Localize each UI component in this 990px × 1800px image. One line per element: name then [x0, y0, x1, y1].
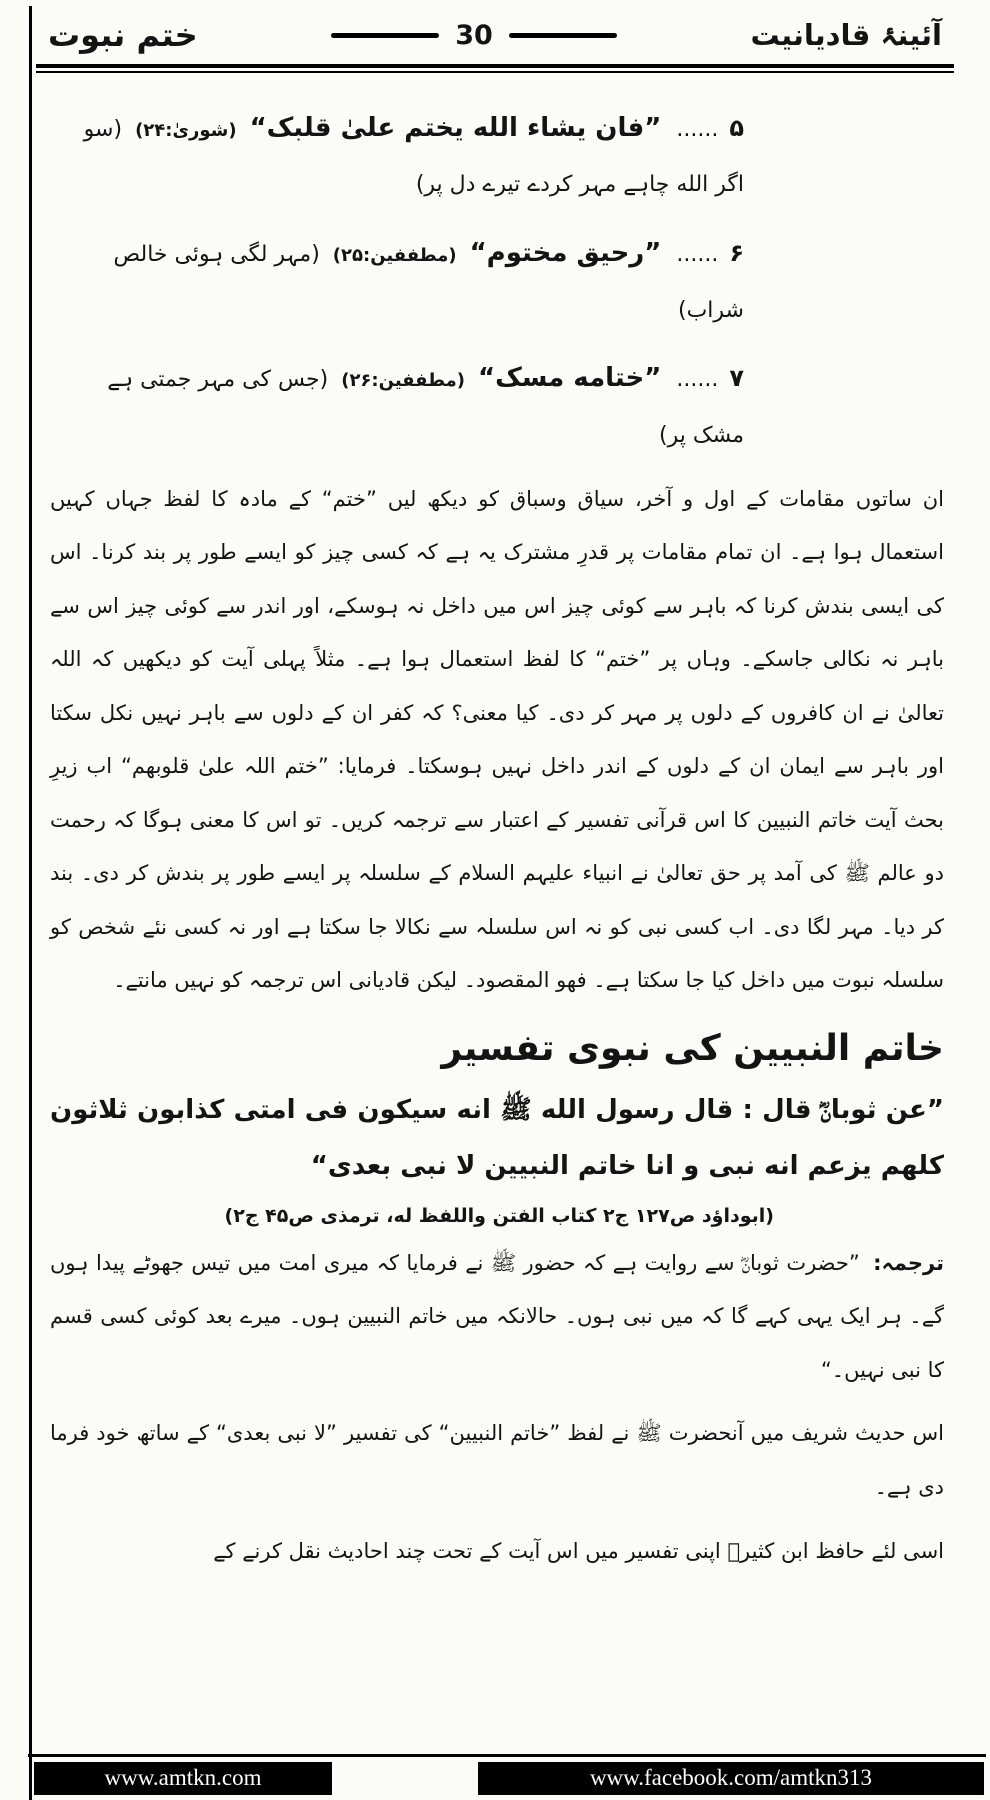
quote-arabic-text: ”فان يشاء الله يختم علىٰ قلبک“ — [249, 113, 662, 143]
header-dash-left — [331, 33, 439, 38]
quote-arabic-text: ”ختامه مسک“ — [477, 363, 662, 394]
hadith-translation-text: ”حضرت ثوبانؓ سے روایت ہے کہ حضور ﷺ نے فرمایا کہ میری امت میں تیس جھوٹے پیدا ہوں گے۔ ہر ایک یہی کہے گا کہ میں نبی ہوں۔ حالانکہ میں خاتم النبیین ہوں۔ میرے بعد کوئی کسی قسم کا نبی نہیں۔“ — [50, 1250, 944, 1382]
section-heading: خاتم النبیین کی نبوی تفسیر — [441, 1028, 944, 1070]
book-title: آئینۂ قادیانیت — [750, 18, 942, 52]
quote-number: ۷ — [729, 364, 744, 393]
translation-label: ترجمہ: — [873, 1250, 944, 1275]
commentary-paragraph: اس حدیث شریف میں آنحضرت ﷺ نے لفظ ”خاتم النبیین“ کی تفسیر ”لا نبی بعدی“ کے ساتھ خود فرما دی ہے۔ — [50, 1421, 944, 1499]
quote-dots: ...... — [676, 242, 719, 268]
quote-reference: (مطففين:۲۵) — [332, 245, 457, 267]
quote-dots: ...... — [676, 117, 719, 142]
quote-number: ۵ — [729, 114, 744, 142]
discussion-paragraph: ان ساتوں مقامات کے اول و آخر، سیاق وسباق کو دیکھ لیں ”ختم“ کے مادہ کا لفظ جہاں کہیں استعمال ہوا ہے۔ ان تمام مقامات پر قدرِ مشترک یہ ہے کہ کسی چیز کو ایسے طور پر بند کرنا۔ اس کی ایسی بندش کرنا کہ باہر سے کوئی چیز اس میں داخل نہ ہوسکے، اور اندر سے کوئی چیز اس سے باہر نہ نکالی جاسکے۔ وہاں پر ”ختم“ کا لفظ استعمال ہوا ہے۔ مثلاً پہلی آیت کو دیکھیں کہ اللہ تعالیٰ نے ان کافروں کے دلوں پر مہر کر دی۔ کیا معنی؟ کہ کفر ان کے دلوں سے باہر نہیں نکل سکتا اور باہر سے ایمان ان کے دلوں کے اندر داخل نہیں ہوسکتا۔ فرمایا: ”ختم اللہ علىٰ قلوبهم“ اب زیرِ بحث آیت خاتم النبیین کا اس قرآنی تفسیر کے اعتبار سے ترجمہ کریں۔ تو اس کا معنی ہوگا کہ رحمت دو عالم ﷺ کی آمد پر حق تعالیٰ نے انبیاء علیہم السلام کے سلسلہ پر ایسے طور پر بندش کر دی۔ بند کر دیا۔ مہر لگا دی۔ اب کسی نبی کو نہ اس سلسلہ سے نکالا جا سکتا ہے اور نہ کسی نئے شخص کو سلسلہ نبوت میں داخل کیا جا سکتا ہے۔ فهو المقصود۔ لیکن قادیانی اس ترجمہ کو نہیں مانتے۔ — [50, 486, 944, 993]
quote-urdu-translation: (مہر لگی ہوئی خالص شراب) — [113, 242, 744, 323]
page-number: 30 — [455, 19, 493, 51]
quran-quote-item-5 — [50, 97, 744, 212]
header-dash-right — [509, 33, 617, 38]
footer-divider — [28, 1754, 986, 1757]
page-content — [0, 73, 990, 1578]
quote-reference: (شورىٰ:۲۴) — [135, 120, 237, 141]
header-divider — [36, 64, 954, 73]
quote-urdu-translation: (سو اگر الله چاہے مہر کردے تیرے دل پر) — [83, 117, 744, 198]
hadith-arabic-text: ”عن ثوبانؓ قال : قال رسول الله ﷺ انه سيکون فی امتی کذابون ثلاثون کلهم يزعم انه نبی و انا خاتم النبيين لا نبی بعدی“ — [50, 1095, 944, 1181]
quote-arabic-text: ”رحيق مختوم“ — [469, 238, 662, 269]
quote-reference: (مطففين:۲۶) — [341, 370, 465, 392]
page-footer — [0, 1754, 990, 1800]
quran-quote-item-7 — [50, 347, 744, 462]
chapter-title: ختم نبوت — [48, 16, 198, 54]
quote-urdu-translation: (جس کی مہر جمتی ہے مشک پر) — [107, 367, 744, 448]
hadith-translation-paragraph — [50, 1237, 944, 1398]
page-header — [0, 0, 990, 58]
footer-website-url: www.amtkn.com — [34, 1762, 332, 1795]
quote-dots: ...... — [676, 367, 719, 393]
quote-number: ۶ — [729, 239, 744, 268]
page-number-group — [331, 20, 617, 51]
footer-bars — [0, 1762, 990, 1800]
closing-paragraph: اسی لئے حافظ ابن کثیرؒ اپنی تفسیر میں اس آیت کے تحت چند احادیث نقل کرنے کے — [213, 1538, 944, 1563]
left-border-line — [29, 6, 32, 1800]
quran-quote-item-6 — [50, 222, 744, 337]
hadith-reference: (ابوداؤد ص۱۲۷ ج۲ کتاب الفتن واللفظ له، ترمذی ص۴۵ ج۲) — [224, 1204, 774, 1227]
footer-facebook-url: www.facebook.com/amtkn313 — [478, 1762, 984, 1795]
